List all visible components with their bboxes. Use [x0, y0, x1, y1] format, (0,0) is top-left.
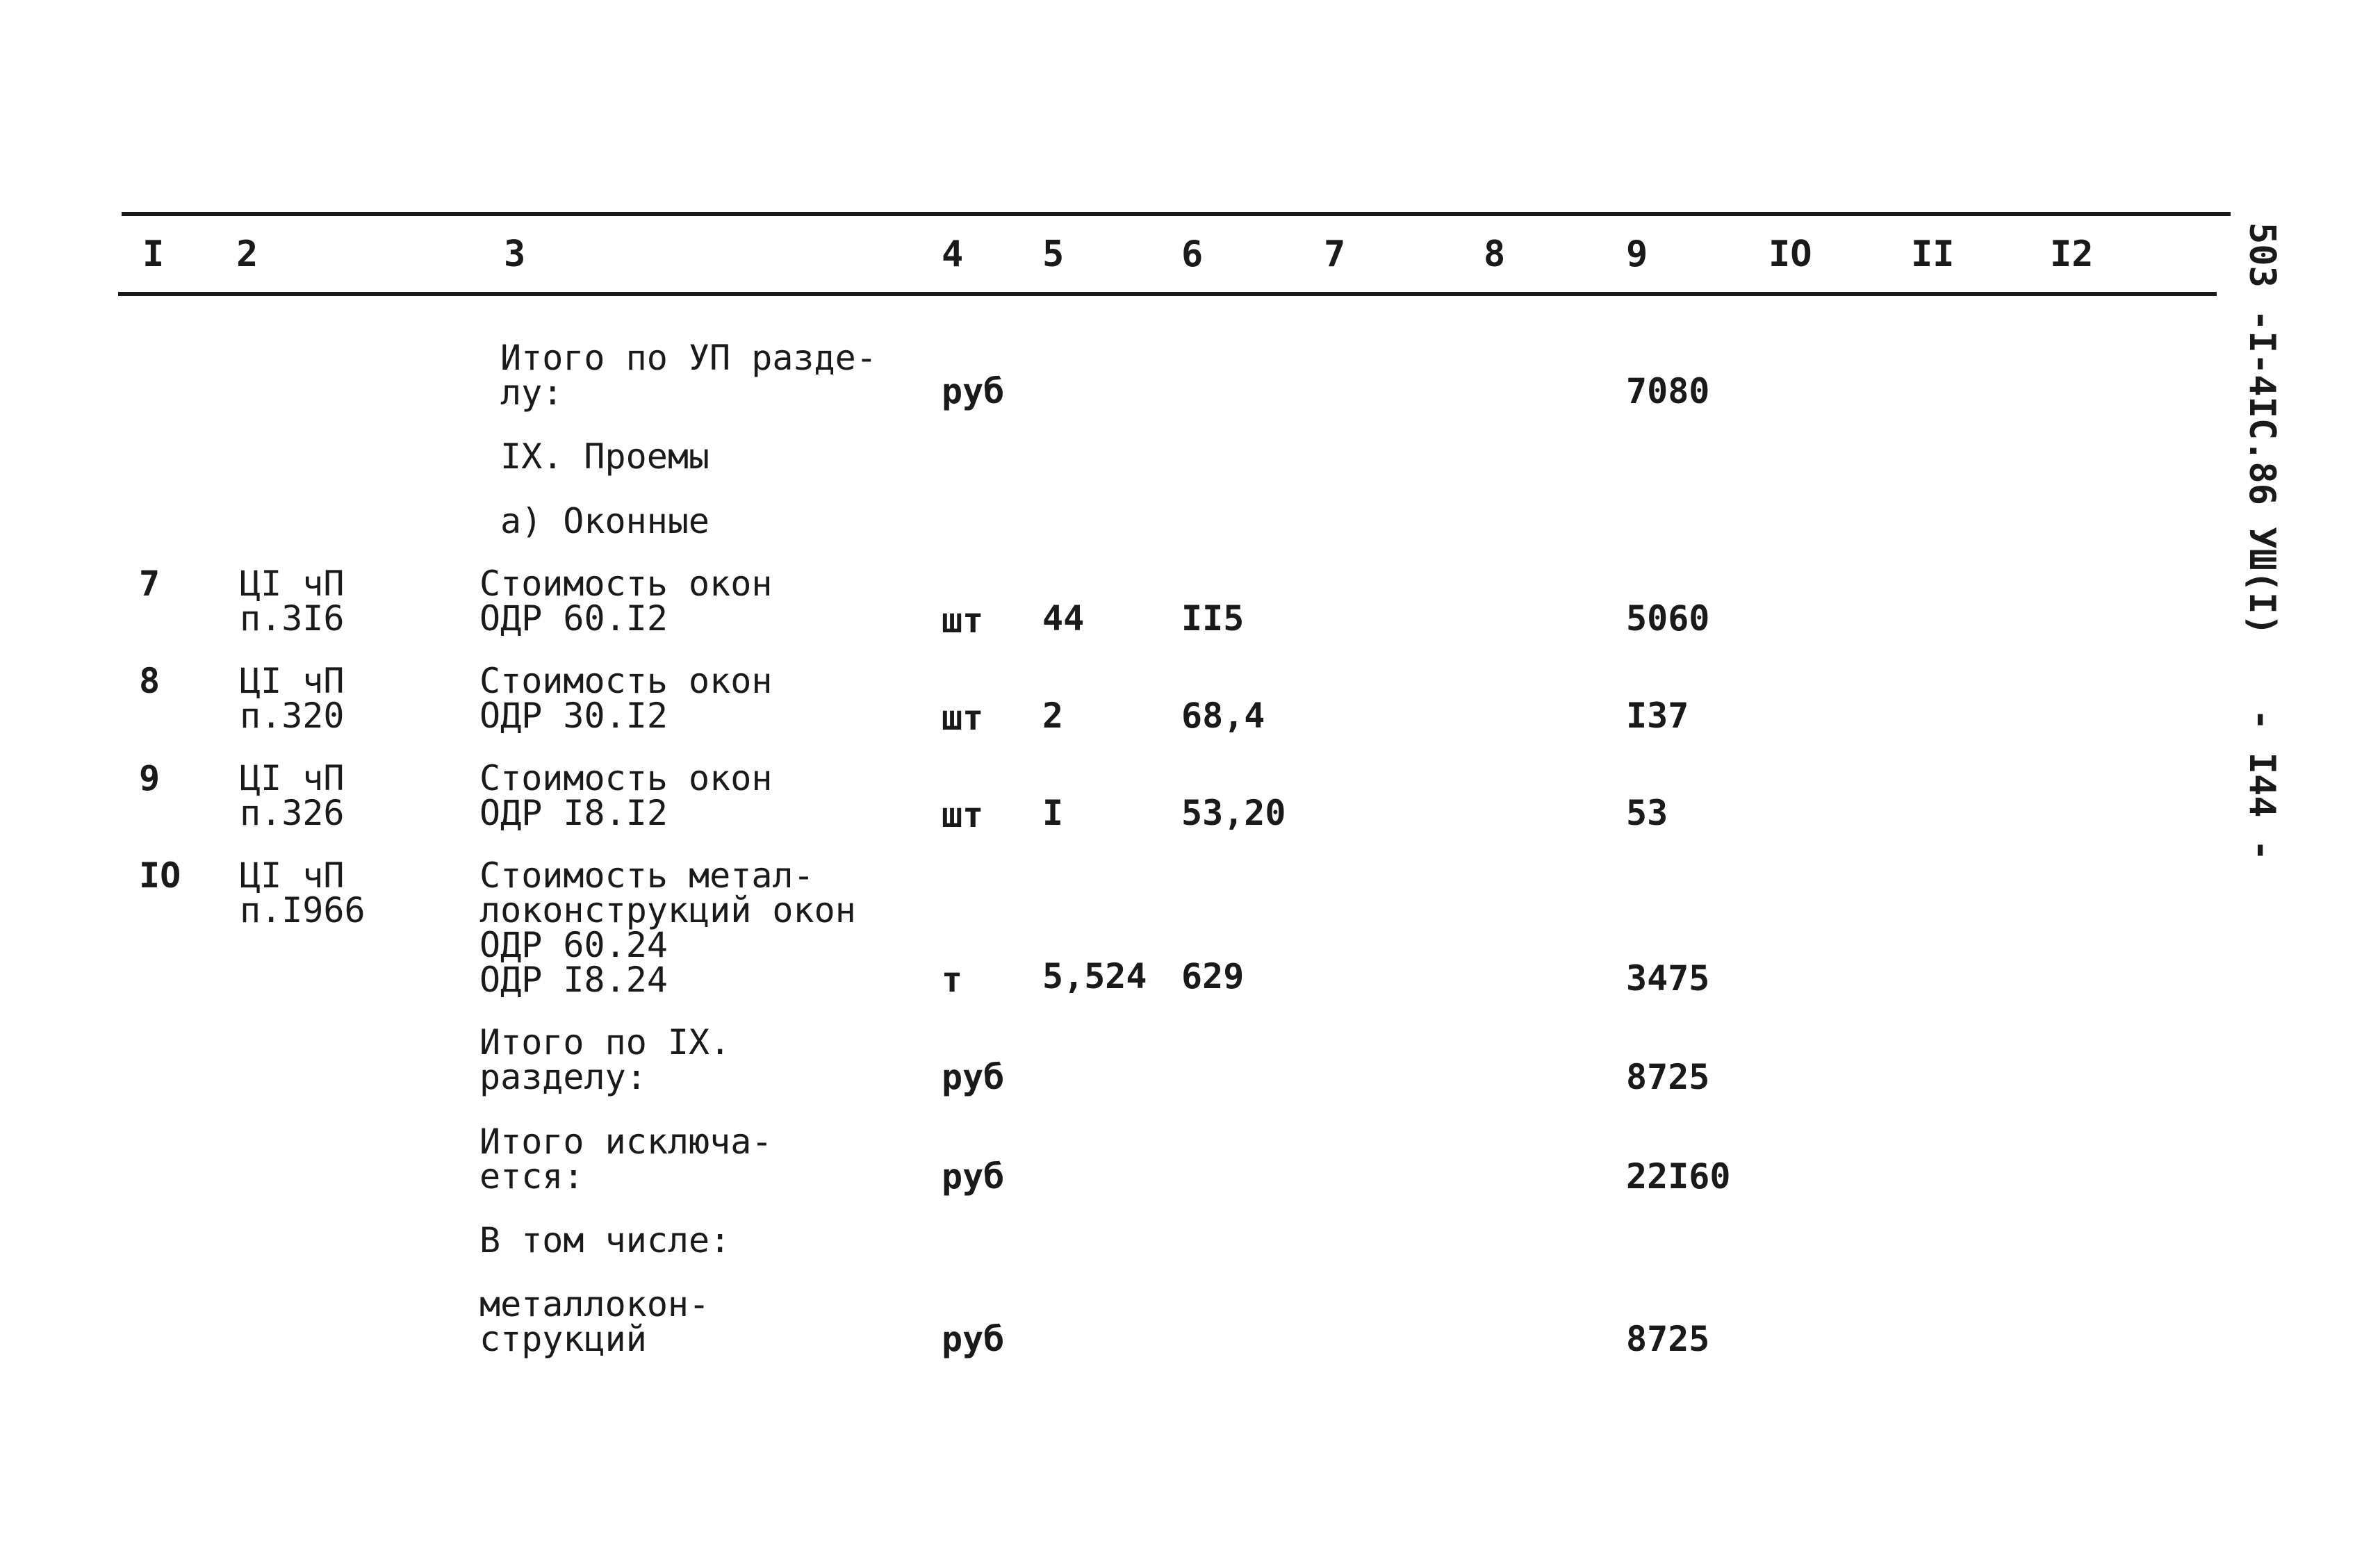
col-header-1: I	[142, 233, 165, 275]
row-10-reference: ЦI чП п.I966	[240, 855, 366, 930]
row-9-unit: шт	[942, 795, 984, 835]
col-header-11: II	[1911, 233, 1955, 275]
col-header-6: 6	[1181, 233, 1204, 275]
metal-structures-unit: руб	[942, 1319, 1005, 1359]
row-9-quantity: I	[1042, 793, 1064, 833]
table-top-rule	[122, 212, 2231, 216]
row-1-unit: руб	[942, 371, 1005, 411]
row-9-number: 9	[139, 758, 161, 798]
row-7-price: II5	[1181, 598, 1245, 639]
row-8-number: 8	[139, 661, 161, 701]
metal-structures-description: металлокон- струкций	[479, 1284, 710, 1359]
row-7-reference: ЦI чП п.3I6	[240, 564, 345, 639]
col-header-7: 7	[1324, 233, 1346, 275]
row-7-description: Стоимость окон ОДР 60.I2	[479, 564, 773, 639]
section-subtotal-total: 8725	[1626, 1057, 1710, 1097]
col-header-5: 5	[1042, 233, 1065, 275]
col-header-9: 9	[1626, 233, 1648, 275]
col-header-10: IO	[1768, 233, 1812, 275]
row-10-unit: т	[942, 960, 963, 1000]
section-subtotal-description: Итого по IX. разделу:	[479, 1022, 731, 1097]
document-code: 503 -I-4IC.86 УШ(I)	[2241, 222, 2283, 636]
row-7-unit: шт	[942, 600, 984, 641]
row-8-description: Стоимость окон ОДР 30.I2	[479, 661, 773, 736]
col-header-12: I2	[2050, 233, 2094, 275]
col-header-2: 2	[236, 233, 258, 275]
col-header-4: 4	[942, 233, 964, 275]
row-8-reference: ЦI чП п.320	[240, 661, 345, 736]
row-7-total: 5060	[1626, 598, 1710, 639]
row-10-total: 3475	[1626, 958, 1710, 999]
row-7-number: 7	[139, 564, 161, 604]
section-subtotal-unit: руб	[942, 1057, 1005, 1097]
row-10-price: 629	[1181, 956, 1245, 996]
including-label: В том числе:	[479, 1220, 731, 1261]
row-8-total: I37	[1626, 696, 1689, 736]
page-number: - I44 -	[2241, 709, 2283, 862]
excluded-total-unit: руб	[942, 1156, 1005, 1197]
section-heading: IX. Проемы	[500, 436, 710, 477]
col-header-8: 8	[1484, 233, 1506, 275]
row-8-unit: шт	[942, 698, 984, 738]
row-7-quantity: 44	[1042, 598, 1085, 639]
metal-structures-total: 8725	[1626, 1319, 1710, 1359]
excluded-total-total: 22I60	[1626, 1156, 1731, 1197]
row-8-price: 68,4	[1181, 696, 1265, 736]
row-8-quantity: 2	[1042, 696, 1064, 736]
row-10-quantity: 5,524	[1042, 956, 1147, 996]
row-9-total: 53	[1626, 793, 1668, 833]
col-header-3: 3	[504, 233, 526, 275]
row-9-reference: ЦI чП п.326	[240, 758, 345, 833]
row-1-description: Итого по УП разде- лу:	[500, 338, 877, 413]
row-9-price: 53,20	[1181, 793, 1286, 833]
row-1-total: 7080	[1626, 371, 1710, 411]
row-10-description: Стоимость метал- локонструкций окон ОДР 60.24 ОДР I8.24	[479, 855, 856, 1000]
row-9-description: Стоимость окон ОДР I8.I2	[479, 758, 773, 833]
excluded-total-description: Итого исключа- ется:	[479, 1122, 773, 1197]
subsection-heading: а) Оконные	[500, 501, 710, 541]
row-10-number: IO	[139, 855, 181, 896]
table-header-rule	[118, 292, 2217, 296]
